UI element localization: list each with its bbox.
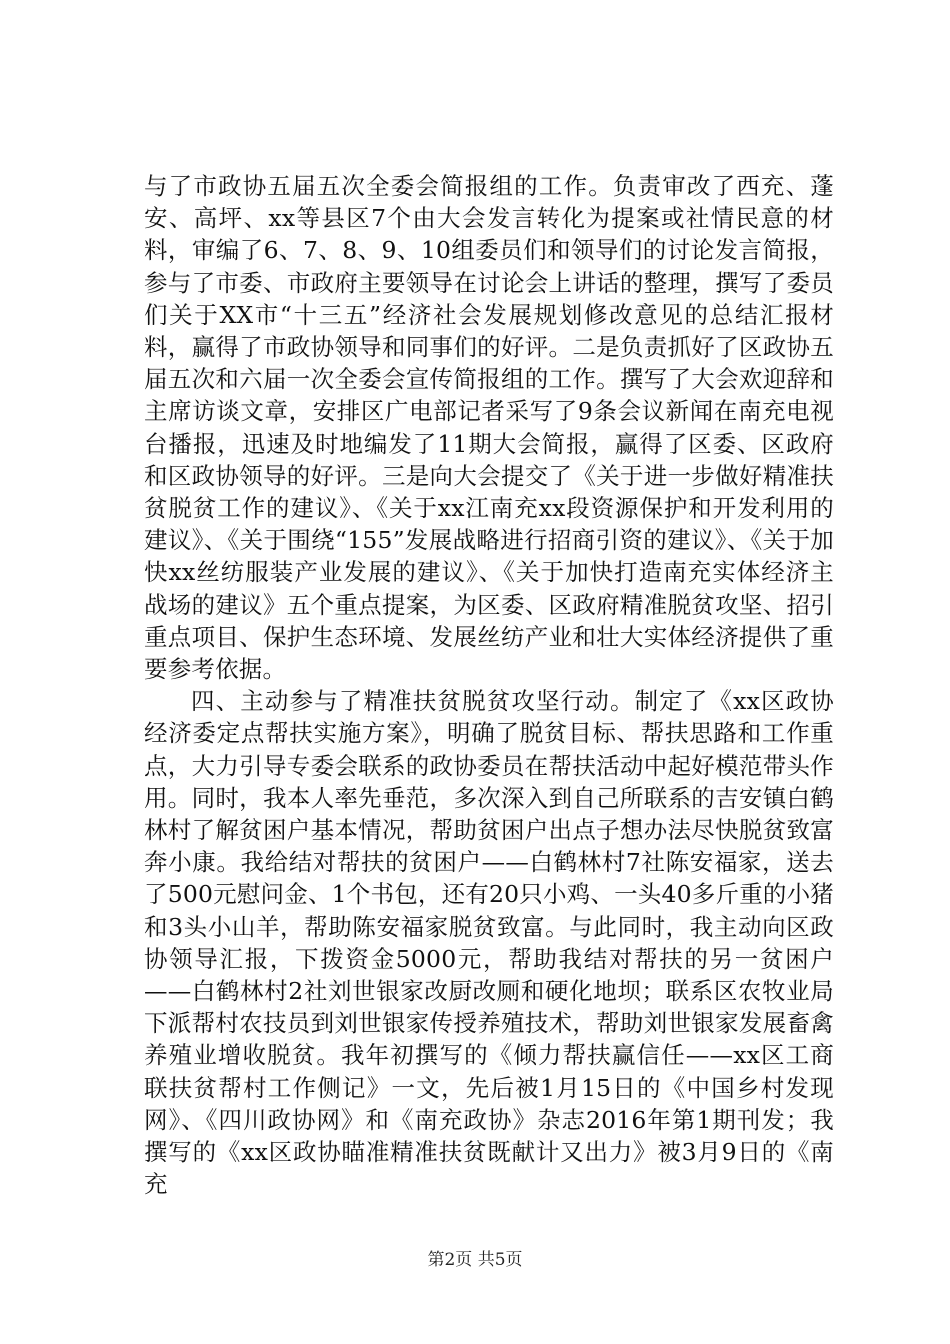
page-number: 第2页 共5页 <box>427 1250 523 1270</box>
document-body <box>144 170 834 1201</box>
paragraph-section-four: 四、主动参与了精准扶贫脱贫攻坚行动。制定了《xx区政协经济委定点帮扶实施方案》，明确了脱贫目标、帮扶思路和工作重点，大力引导专委会联系的政协委员在帮扶活动中起好模范带头作用。同时，我本人率先垂范，多次深入到自己所联系的吉安镇白鹤林村了解贫困户基本情况，帮助贫困户出点子想办法尽快脱贫致富奔小康。我给结对帮扶的贫困户——白鹤林村7社陈安福家，送去了500元慰问金、1个书包，还有20只小鸡、一头40多斤重的小猪和3头小山羊，帮助陈安福家脱贫致富。与此同时，我主动向区政协领导汇报，下拨资金5000元，帮助我结对帮扶的另一贫困户——白鹤林村2社刘世银家改厨改厕和硬化地坝；联系区农牧业局下派帮村农技员到刘世银家传授养殖技术，帮助刘世银家发展畜禽养殖业增收脱贫。我年初撰写的《倾力帮扶赢信任——xx区工商联扶贫帮村工作侧记》一文，先后被1月15日的《中国乡村发现网》、《四川政协网》和《南充政协》杂志2016年第1期刊发；我撰写的《xx区政协瞄准精准扶贫既献计又出力》被3月9日的《南充 <box>144 687 835 1199</box>
page-footer <box>0 1245 950 1270</box>
paragraph-continued: 与了市政协五届五次全委会简报组的工作。负责审改了西充、蓬安、高坪、xx等县区7个由大会发言转化为提案或社情民意的材料，审编了6、7、8、9、10组委员们和领导们的讨论发言简报，参与了市委、市政府主要领导在讨论会上讲话的整理，撰写了委员们关于XX市“十三五”经济社会发展规划修改意见的总结汇报材料，赢得了市政协领导和同事们的好评。二是负责抓好了区政协五届五次和六届一次全委会宣传简报组的工作。撰写了大会欢迎辞和主席访谈文章，安排区广电部记者采写了9条会议新闻在南充电视台播报，迅速及时地编发了11期大会简报，赢得了区委、区政府和区政协领导的好评。三是向大会提交了《关于进一步做好精准扶贫脱贫工作的建议》、《关于xx江南充xx段资源保护和开发利用的建议》、《关于围绕“155”发展战略进行招商引资的建议》、《关于加快xx丝纺服装产业发展的建议》、《关于加快打造南充实体经济主战场的建议》五个重点提案，为区委、区政府精准脱贫攻坚、招引重点项目、保护生态环境、发展丝纺产业和壮大实体经济提供了重要参考依据。 <box>144 172 834 684</box>
